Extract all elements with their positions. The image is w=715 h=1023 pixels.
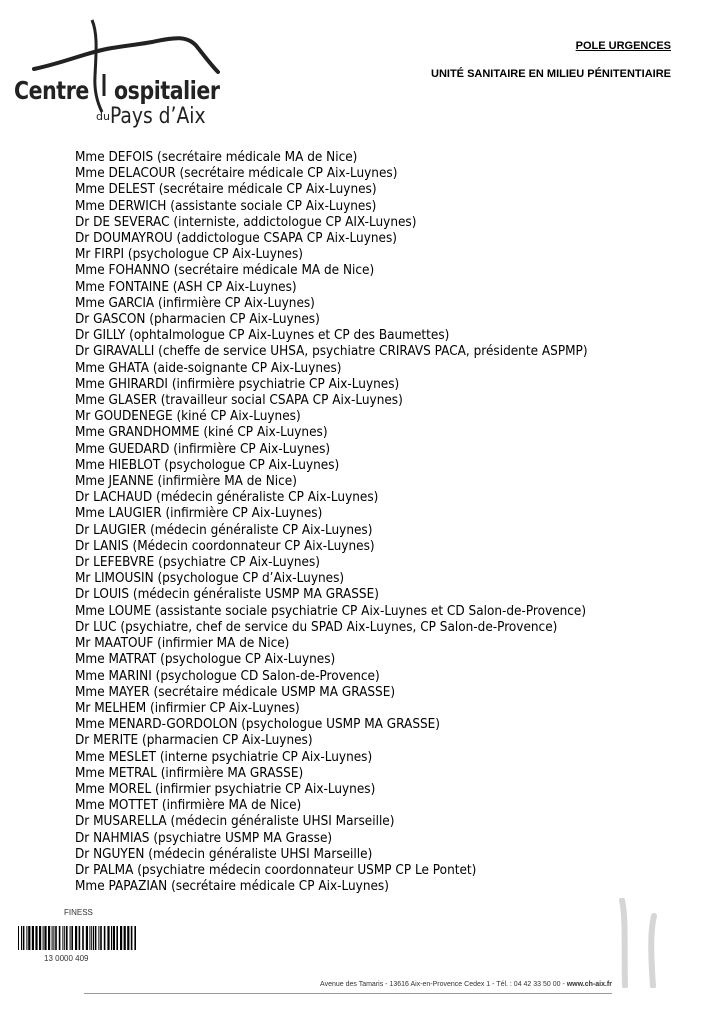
footer-divider xyxy=(84,993,612,994)
staff-entry: Mme MARINI (psychologue CD Salon-de-Provence) xyxy=(75,668,380,684)
staff-entry: Mme DELACOUR (secrétaire médicale CP Aix-Luynes) xyxy=(75,166,398,182)
staff-entry: Mme HIEBLOT (psychologue CP Aix-Luynes) xyxy=(75,457,340,473)
logo-hospitalier-text: ospitalier xyxy=(114,76,220,105)
staff-entry: Dr LUC (psychiatre, chef de service du SPAD Aix-Luynes, CP Salon-de-Provence) xyxy=(75,619,558,635)
staff-entry: Mme LOUME (assistante sociale psychiatrie CP Aix-Luynes et CD Salon-de-Provence) xyxy=(75,603,587,619)
staff-entry: Mme MATRAT (psychologue CP Aix-Luynes) xyxy=(75,652,336,668)
staff-entry: Dr LAUGIER (médecin généraliste CP Aix-Luynes) xyxy=(75,522,373,538)
staff-entry: Mr MELHEM (infirmier CP Aix-Luynes) xyxy=(75,700,300,716)
staff-entry: Dr MERITE (pharmacien CP Aix-Luynes) xyxy=(75,733,313,749)
barcode-bar xyxy=(98,926,99,950)
staff-entry: Mme MOREL (infirmier psychiatrie CP Aix-Luynes) xyxy=(75,781,376,797)
unit-title: UNITÉ SANITAIRE EN MILIEU PÉNITENTIAIRE xyxy=(431,68,671,80)
logo-du-text: du xyxy=(96,110,110,123)
staff-entry: Mme MESLET (interne psychiatrie CP Aix-Luynes) xyxy=(75,749,373,765)
footer-contact xyxy=(320,981,612,988)
staff-entry: Dr GIRAVALLI (cheffe de service UHSA, psychiatre CRIRAVS PACA, présidente ASPMP) xyxy=(75,344,588,360)
barcode-bar xyxy=(113,926,115,950)
barcode-bar xyxy=(111,926,112,950)
barcode-bar xyxy=(32,926,34,950)
footer-website[interactable]: www.ch-aix.fr xyxy=(566,981,612,988)
staff-entry: Dr GILLY (ophtalmologue CP Aix-Luynes et CP des Baumettes) xyxy=(75,328,450,344)
staff-entry: Mme MENARD-GORDOLON (psychologue USMP MA GRASSE) xyxy=(75,717,441,733)
pole-title: POLE URGENCES xyxy=(575,40,671,52)
barcode-bar xyxy=(100,926,102,950)
staff-list xyxy=(75,150,695,895)
barcode-bar xyxy=(53,926,54,950)
footer-address: Avenue des Tamaris - 13616 Aix-en-Provence Cedex 1 - Tél. : 04 42 33 50 00 - xyxy=(320,981,567,988)
barcode-bar xyxy=(82,926,84,950)
barcode-bar xyxy=(52,926,53,950)
staff-entry: Mme GARCIA (infirmière CP Aix-Luynes) xyxy=(75,295,315,311)
barcode-bar xyxy=(26,926,27,950)
document-header xyxy=(431,40,671,80)
barcode-bar xyxy=(18,926,19,950)
barcode-bar xyxy=(127,926,129,950)
barcode-bar xyxy=(64,926,65,950)
barcode-bar xyxy=(93,926,94,950)
staff-entry: Mme DERWICH (assistante sociale CP Aix-Luynes) xyxy=(75,198,377,214)
finess-barcode xyxy=(18,926,138,950)
barcode-bar xyxy=(91,926,92,950)
hospital-logo xyxy=(12,14,232,134)
barcode-bar xyxy=(86,926,88,950)
staff-entry: Dr DE SEVERAC (interniste, addictologue CP AIX-Luynes) xyxy=(75,214,417,230)
barcode-bar xyxy=(44,926,46,950)
finess-number: 13 0000 409 xyxy=(44,954,89,963)
barcode-bar xyxy=(95,926,97,950)
staff-entry: Mme DEFOIS (secrétaire médicale MA de Nice) xyxy=(75,150,358,165)
barcode-bar xyxy=(62,926,63,950)
staff-entry: Dr LEFEBVRE (psychiatre CP Aix-Luynes) xyxy=(75,555,320,571)
barcode-bar xyxy=(120,926,122,950)
barcode-bar xyxy=(131,926,133,950)
barcode-bar xyxy=(124,926,126,950)
barcode-bar xyxy=(55,926,57,950)
staff-entry: Dr PALMA (psychiatre médecin coordonnateur USMP CP Le Pontet) xyxy=(75,862,477,878)
barcode-bar xyxy=(48,926,50,950)
barcode-bar xyxy=(107,926,109,950)
staff-entry: Mme GRANDHOMME (kiné CP Aix-Luynes) xyxy=(75,425,328,441)
barcode-bar xyxy=(70,926,71,950)
staff-entry: Dr NAHMIAS (psychiatre USMP MA Grasse) xyxy=(75,830,333,846)
staff-entry: Mme FOHANNO (secrétaire médicale MA de Nice) xyxy=(75,263,375,279)
barcode-bar xyxy=(89,926,90,950)
staff-entry: Mme DELEST (secrétaire médicale CP Aix-Luynes) xyxy=(75,182,377,198)
staff-entry: Mme MAYER (secrétaire médicale USMP MA GRASSE) xyxy=(75,684,396,700)
barcode-bar xyxy=(35,926,37,950)
logo-pays-text: Pays d’Aix xyxy=(110,104,206,129)
staff-entry: Mr GOUDENEGE (kiné CP Aix-Luynes) xyxy=(75,409,301,425)
staff-entry: Dr DOUMAYROU (addictologue CSAPA CP Aix-Luynes) xyxy=(75,231,397,247)
logo-centre-text: Centre xyxy=(14,76,89,105)
staff-entry: Mme GUEDARD (infirmière CP Aix-Luynes) xyxy=(75,441,331,457)
barcode-bar xyxy=(71,926,73,950)
barcode-bar xyxy=(75,926,77,950)
staff-entry: Dr LOUIS (médecin généraliste USMP MA GRASSE) xyxy=(75,587,379,603)
staff-entry: Mme GLASER (travailleur social CSAPA CP Aix-Luynes) xyxy=(75,393,403,409)
barcode-bar xyxy=(104,926,106,950)
staff-entry: Dr NGUYEN (médecin généraliste UHSI Marseille) xyxy=(75,846,373,862)
barcode-bar xyxy=(39,926,41,950)
finess-label: FINESS xyxy=(64,908,93,917)
barcode-bar xyxy=(116,926,118,950)
staff-entry: Dr MUSARELLA (médecin généraliste UHSI Marseille) xyxy=(75,814,395,830)
staff-entry: Mme GHATA (aide-soignante CP Aix-Luynes) xyxy=(75,360,342,376)
staff-entry: Mme GHIRARDI (infirmière psychiatrie CP Aix-Luynes) xyxy=(75,376,400,392)
barcode-bar xyxy=(23,926,25,950)
barcode-bar xyxy=(43,926,44,950)
barcode-bar xyxy=(21,926,22,950)
staff-entry: Mr LIMOUSIN (psychologue CP d’Aix-Luynes) xyxy=(75,571,345,587)
barcode-bar xyxy=(59,926,61,950)
staff-entry: Dr GASCON (pharmacien CP Aix-Luynes) xyxy=(75,312,320,328)
staff-entry: Mme LAUGIER (infirmière CP Aix-Luynes) xyxy=(75,506,323,522)
staff-entry: Mme JEANNE (infirmière MA de Nice) xyxy=(75,474,297,490)
staff-entry: Mme FONTAINE (ASH CP Aix-Luynes) xyxy=(75,279,297,295)
staff-entry: Mme PAPAZIAN (secrétaire médicale CP Aix-Luynes) xyxy=(75,879,389,895)
barcode-bar xyxy=(134,926,136,950)
decorative-h-watermark xyxy=(610,898,670,988)
staff-entry: Mr MAATOUF (infirmier MA de Nice) xyxy=(75,636,290,652)
barcode-bar xyxy=(28,926,30,950)
barcode-bar xyxy=(66,926,68,950)
staff-entry: Mme MOTTET (infirmière MA de Nice) xyxy=(75,798,302,814)
staff-entry: Dr LANIS (Médecin coordonnateur CP Aix-Luynes) xyxy=(75,538,375,554)
staff-entry: Mme METRAL (infirmière MA GRASSE) xyxy=(75,765,304,781)
barcode-bar xyxy=(79,926,81,950)
staff-entry: Mr FIRPI (psychologue CP Aix-Luynes) xyxy=(75,247,303,263)
staff-entry: Dr LACHAUD (médecin généraliste CP Aix-Luynes) xyxy=(75,490,379,506)
